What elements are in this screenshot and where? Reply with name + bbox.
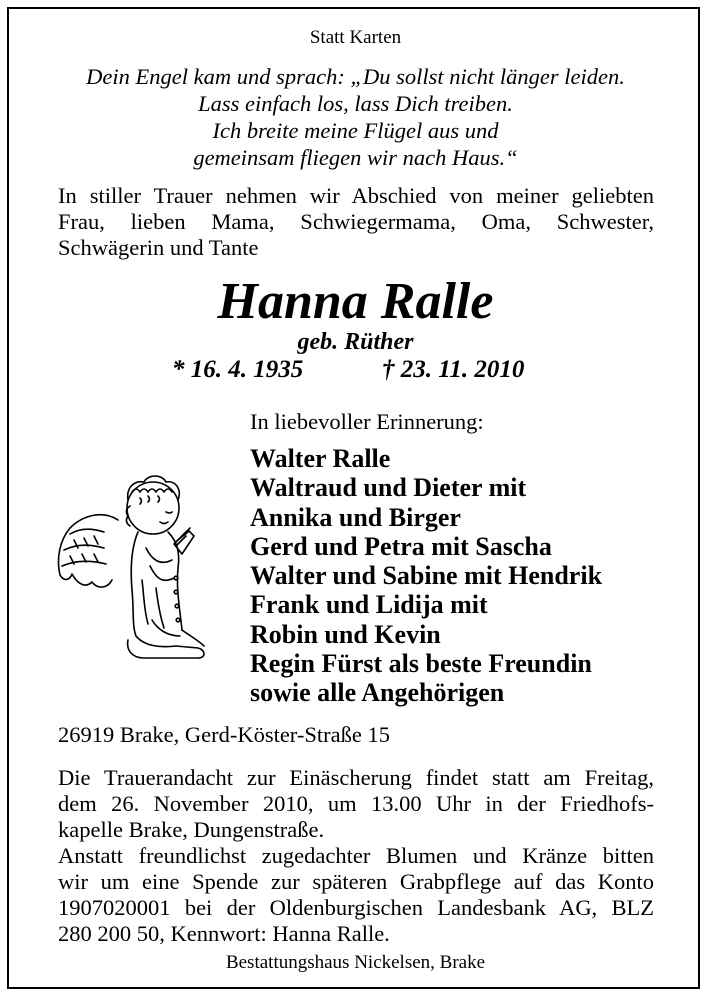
intro-text [58, 183, 654, 261]
donation-line: Anstatt freundlichst zugedachter Blumen und Kränze bitten [58, 843, 654, 868]
birth-name: geb. Rüther [297, 329, 414, 355]
mourner-line: Annika und Birger [250, 502, 461, 532]
poem-line: Dein Engel kam und sprach: „Du sollst nicht länger leiden. [86, 64, 625, 89]
mourner-line: Gerd und Petra mit Sascha [250, 531, 552, 561]
death-date: † 23. 11. 2010 [382, 356, 525, 383]
donation-line: 280 200 50, Kennwort: Hanna Ralle. [58, 921, 390, 946]
deceased-name: Hanna Ralle [217, 273, 494, 330]
service-line: Die Trauerandacht zur Einäscherung findet statt am Freitag, [58, 765, 654, 790]
header-statt-karten: Statt Karten [309, 27, 402, 48]
intro-line: Frau, lieben Mama, Schwiegermama, Oma, Schwester, [58, 209, 654, 234]
mourner-line: Frank und Lidija mit [250, 590, 488, 620]
donation-line: 1907020001 bei der Oldenburgischen Landesbank AG, BLZ [58, 895, 654, 920]
mourners-list [250, 444, 602, 708]
service-line: dem 26. November 2010, um 13.00 Uhr in der Friedhofs- [58, 791, 654, 816]
intro-line: Schwägerin und Tante [58, 235, 259, 260]
donation-line: wir um eine Spende zur späteren Grabpflege auf das Konto [58, 869, 654, 894]
mourner-line: Robin und Kevin [250, 619, 441, 649]
service-line: kapelle Brake, Dungenstraße. [58, 817, 325, 842]
mourner-line: Walter Ralle [250, 444, 391, 473]
address: 26919 Brake, Gerd-Köster-Straße 15 [58, 722, 390, 747]
funeral-home-footer: Bestattungshaus Nickelsen, Brake [225, 952, 486, 973]
service-text [58, 765, 654, 843]
poem-line: Ich breite meine Flügel aus und [212, 118, 499, 143]
mourner-line: Walter und Sabine mit Hendrik [250, 561, 603, 591]
donation-text [58, 843, 654, 947]
poem [0, 63, 711, 171]
intro-line: In stiller Trauer nehmen wir Abschied von meiner geliebten [58, 183, 654, 208]
mourner-line: Regin Fürst als beste Freundin [250, 649, 592, 679]
mourner-line: sowie alle Angehörigen [250, 678, 505, 708]
memory-label: In liebevoller Erinnerung: [250, 409, 484, 434]
praying-angel-icon [48, 470, 223, 665]
poem-line: Lass einfach los, lass Dich treiben. [198, 91, 513, 116]
poem-line: gemeinsam fliegen wir nach Haus.“ [193, 145, 518, 170]
birth-date: * 16. 4. 1935 [172, 356, 304, 383]
mourner-line: Waltraud und Dieter mit [250, 473, 527, 503]
